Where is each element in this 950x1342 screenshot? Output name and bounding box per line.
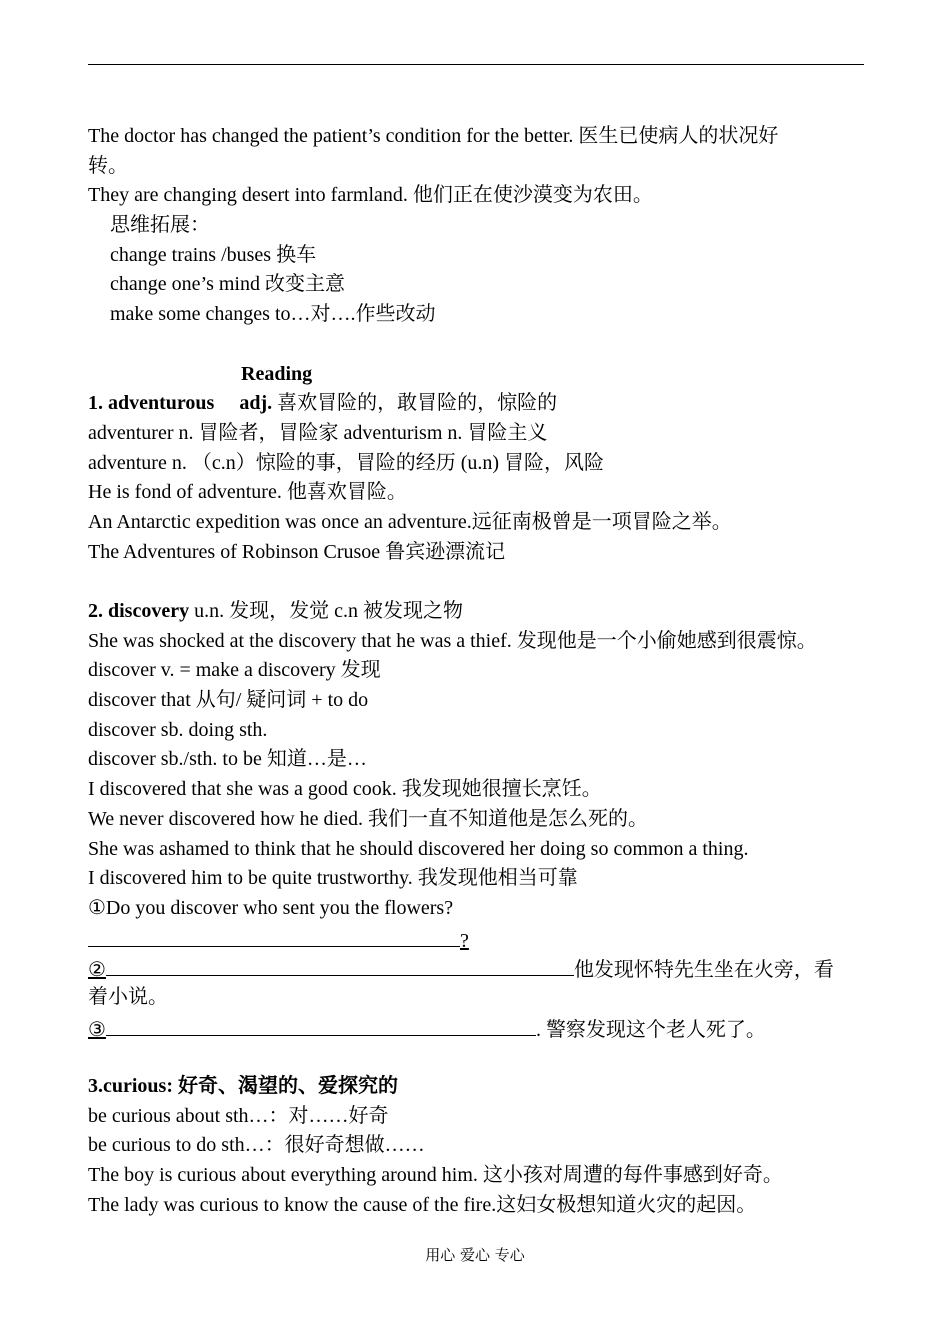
page-footer: 用心 爱心 专心 <box>425 1246 525 1264</box>
text-line: I discovered him to be quite trustworthy. 我发现他相当可靠 <box>88 867 578 890</box>
text-line: They are changing desert into farmland. 他们正在使沙漠变为农田。 <box>88 184 653 207</box>
text-line: The boy is curious about everything around him. 这小孩对周遭的每件事感到好奇。 <box>88 1164 783 1187</box>
entry-heading: 1. adventurous adj. 喜欢冒险的，敢冒险的，惊险的 <box>88 392 558 415</box>
exercise-3: ③ . 警察发现这个老人死了。 <box>88 1013 888 1043</box>
text-line: change trains /buses 换车 <box>110 243 317 266</box>
text-line: She was shocked at the discovery that he was a thief. 发现他是一个小偷她感到很震惊。 <box>88 629 817 652</box>
text-line: An Antarctic expedition was once an adventure.远征南极曾是一项冒险之举。 <box>88 510 732 533</box>
section-title: Reading <box>241 362 313 385</box>
answer-blank[interactable] <box>106 1013 536 1036</box>
text-line: She was ashamed to think that he should discovered her doing so common a thing. <box>88 837 749 860</box>
text-line: We never discovered how he died. 我们一直不知道他是怎么死的。 <box>88 807 648 830</box>
text-line: The Adventures of Robinson Crusoe 鲁宾逊漂流记 <box>88 540 506 563</box>
document-body <box>88 122 888 1220</box>
answer-blank[interactable] <box>106 953 574 976</box>
text-line: adventurer n. 冒险者，冒险家 adventurism n. 冒险主义 <box>88 421 548 444</box>
text-line: I discovered that she was a good cook. 我发现她很擅长烹饪。 <box>88 778 602 801</box>
text-line: He is fond of adventure. 他喜欢冒险。 <box>88 481 407 504</box>
text-line: be curious to do sth…：很好奇想做…… <box>88 1134 425 1157</box>
text-line: The doctor has changed the patient’s condition for the better. 医生已使病人的状况好 <box>88 125 779 147</box>
text-line: make some changes to…对….作些改动 <box>110 303 436 326</box>
text-line: be curious about sth…：对……好奇 <box>88 1104 389 1127</box>
header-rule <box>88 64 864 65</box>
text-line: 着小说。 <box>88 985 168 1008</box>
answer-blank[interactable] <box>88 924 460 947</box>
text-line: 思维拓展： <box>110 214 210 237</box>
text-line: discover that 从句/ 疑问词 + to do <box>88 689 369 712</box>
text-line: 转。 <box>88 154 128 177</box>
exercise-1: ①Do you discover who sent you the flowers? <box>88 896 454 919</box>
exercise-1-answer: ? <box>88 924 888 954</box>
text-line: adventure n. （c.n）惊险的事，冒险的经历 (u.n) 冒险，风险 <box>88 451 605 474</box>
text-line: change one’s mind 改变主意 <box>110 273 345 296</box>
entry-heading: 3.curious: 好奇、渴望的、爱探究的 <box>88 1075 398 1097</box>
exercise-2: ② 他发现怀特先生坐在火旁，看 <box>88 953 888 983</box>
text-line: discover sb. doing sth. <box>88 718 268 741</box>
entry-heading: 2. discovery u.n. 发现，发觉 c.n 被发现之物 <box>88 600 463 622</box>
text-line: The lady was curious to know the cause of the fire.这妇女极想知道火灾的起因。 <box>88 1193 757 1216</box>
text-line: discover v. = make a discovery 发现 <box>88 659 381 682</box>
text-line: discover sb./sth. to be 知道…是… <box>88 748 367 771</box>
